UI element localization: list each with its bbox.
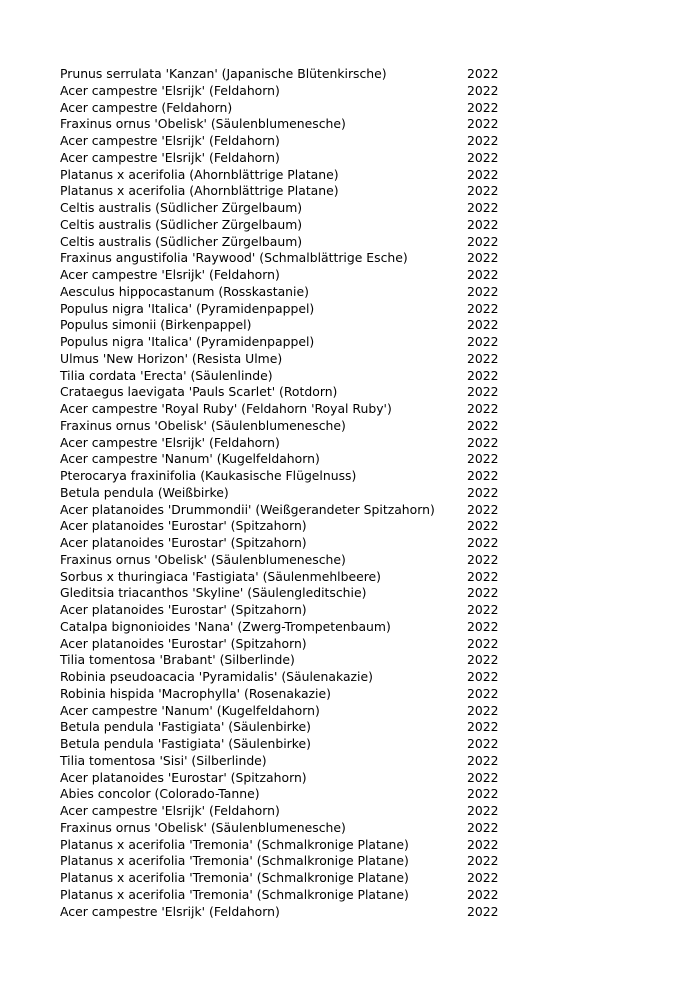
table-row (60, 585, 510, 602)
table-row (60, 435, 510, 452)
planting-year-cell: 2022 (467, 551, 499, 567)
planting-year-cell: 2022 (467, 451, 499, 467)
table-row (60, 401, 510, 418)
tree-species-cell: Acer campestre 'Elsrijk' (Feldahorn) (60, 82, 280, 98)
table-row (60, 518, 510, 535)
tree-species-cell: Gleditsia triacanthos 'Skyline' (Säulengleditschie) (60, 585, 367, 601)
planting-year-cell: 2022 (467, 635, 499, 651)
tree-species-cell: Acer platanoides 'Eurostar' (Spitzahorn) (60, 769, 307, 785)
planting-year-cell: 2022 (467, 82, 499, 98)
table-row (60, 686, 510, 703)
tree-species-cell: Platanus x acerifolia (Ahornblättrige Platane) (60, 183, 339, 199)
table-row (60, 183, 510, 200)
tree-species-cell: Acer platanoides 'Eurostar' (Spitzahorn) (60, 602, 307, 617)
table-row (60, 619, 510, 636)
table-row (60, 334, 510, 351)
planting-year-cell: 2022 (467, 401, 499, 416)
planting-year-cell: 2022 (467, 618, 499, 634)
planting-year-cell: 2022 (467, 434, 499, 450)
table-row (60, 870, 510, 887)
table-row (60, 887, 510, 904)
table-row (60, 133, 510, 150)
planting-year-cell: 2022 (467, 652, 499, 668)
table-row (60, 150, 510, 167)
tree-list-body (60, 66, 510, 920)
table-row (60, 100, 510, 117)
planting-year-cell: 2022 (467, 283, 499, 299)
tree-species-cell: Betula pendula (Weißbirke) (60, 484, 229, 500)
table-row (60, 602, 510, 619)
table-row (60, 837, 510, 854)
planting-year-cell: 2022 (467, 736, 499, 751)
planting-year-cell: 2022 (467, 903, 499, 919)
planting-year-cell: 2022 (467, 350, 499, 366)
table-row (60, 167, 510, 184)
table-row (60, 418, 510, 435)
tree-species-cell: Platanus x acerifolia 'Tremonia' (Schmalkronige Platane) (60, 886, 409, 902)
table-row (60, 468, 510, 485)
table-row (60, 669, 510, 686)
planting-year-cell: 2022 (467, 183, 499, 199)
tree-species-cell: Catalpa bignonioides 'Nana' (Zwerg-Trompetenbaum) (60, 618, 391, 634)
table-row (60, 820, 510, 837)
table-row (60, 502, 510, 519)
planting-year-cell: 2022 (467, 602, 499, 617)
tree-species-cell: Celtis australis (Südlicher Zürgelbaum) (60, 233, 303, 249)
tree-species-cell: Sorbus x thuringiaca 'Fastigiata' (Säulenmehlbeere) (60, 568, 382, 584)
table-row (60, 83, 510, 100)
planting-year-cell: 2022 (467, 535, 499, 550)
tree-species-cell: Acer platanoides 'Drummondii' (Weißgerandeter Spitzahorn) (60, 501, 435, 517)
tree-species-cell: Acer platanoides 'Eurostar' (Spitzahorn) (60, 535, 307, 550)
tree-species-cell: Acer campestre (Feldahorn) (60, 99, 233, 115)
table-row (60, 770, 510, 787)
tree-species-cell: Robinia hispida 'Macrophylla' (Rosenakazie) (60, 685, 331, 701)
planting-year-cell: 2022 (467, 149, 499, 165)
table-row (60, 384, 510, 401)
planting-year-cell: 2022 (467, 886, 499, 902)
table-row (60, 301, 510, 318)
table-row (60, 485, 510, 502)
tree-species-cell: Betula pendula 'Fastigiata' (Säulenbirke) (60, 719, 311, 735)
table-row (60, 284, 510, 301)
planting-year-cell: 2022 (467, 250, 499, 266)
tree-species-cell: Abies concolor (Colorado-Tanne) (60, 786, 260, 802)
table-row (60, 66, 510, 83)
tree-species-cell: Tilia tomentosa 'Brabant' (Silberlinde) (60, 652, 295, 668)
planting-year-cell: 2022 (467, 853, 499, 869)
tree-species-cell: Celtis australis (Südlicher Zürgelbaum) (60, 216, 303, 232)
tree-species-cell: Acer campestre 'Elsrijk' (Feldahorn) (60, 133, 280, 148)
tree-species-cell: Tilia cordata 'Erecta' (Säulenlinde) (60, 367, 273, 383)
planting-year-cell: 2022 (467, 769, 499, 785)
table-row (60, 552, 510, 569)
planting-year-cell: 2022 (467, 501, 499, 517)
planting-year-cell: 2022 (467, 417, 499, 433)
planting-year-cell: 2022 (467, 518, 499, 534)
tree-list-table (60, 66, 510, 920)
planting-year-cell: 2022 (467, 267, 499, 282)
tree-species-cell: Acer campestre 'Royal Ruby' (Feldahorn 'Royal Ruby') (60, 401, 392, 416)
table-row (60, 351, 510, 368)
tree-species-cell: Prunus serrulata 'Kanzan' (Japanische Blütenkirsche) (60, 66, 387, 81)
tree-species-cell: Acer campestre 'Elsrijk' (Feldahorn) (60, 803, 280, 818)
tree-species-cell: Fraxinus angustifolia 'Raywood' (Schmalblättrige Esche) (60, 250, 408, 266)
table-row (60, 250, 510, 267)
planting-year-cell: 2022 (467, 384, 499, 400)
table-row (60, 719, 510, 736)
planting-year-cell: 2022 (467, 685, 499, 701)
tree-species-cell: Acer campestre 'Elsrijk' (Feldahorn) (60, 149, 280, 165)
tree-species-cell: Ulmus 'New Horizon' (Resista Ulme) (60, 350, 283, 366)
planting-year-cell: 2022 (467, 585, 499, 601)
tree-species-cell: Populus simonii (Birkenpappel) (60, 317, 252, 333)
table-row (60, 736, 510, 753)
table-row (60, 317, 510, 334)
table-row (60, 116, 510, 133)
planting-year-cell: 2022 (467, 752, 499, 768)
planting-year-cell: 2022 (467, 702, 499, 718)
tree-species-cell: Aesculus hippocastanum (Rosskastanie) (60, 283, 309, 299)
planting-year-cell: 2022 (467, 786, 499, 802)
table-row (60, 535, 510, 552)
table-row (60, 853, 510, 870)
table-row (60, 803, 510, 820)
table-row (60, 652, 510, 669)
planting-year-cell: 2022 (467, 803, 499, 818)
table-row (60, 569, 510, 586)
tree-species-cell: Acer platanoides 'Eurostar' (Spitzahorn) (60, 635, 307, 651)
planting-year-cell: 2022 (467, 116, 499, 132)
planting-year-cell: 2022 (467, 468, 499, 483)
tree-species-cell: Populus nigra 'Italica' (Pyramidenpappel) (60, 300, 315, 316)
tree-species-cell: Acer campestre 'Elsrijk' (Feldahorn) (60, 267, 280, 282)
table-row (60, 267, 510, 284)
tree-species-cell: Acer campestre 'Elsrijk' (Feldahorn) (60, 903, 280, 919)
tree-species-cell: Betula pendula 'Fastigiata' (Säulenbirke) (60, 736, 311, 751)
tree-species-cell: Platanus x acerifolia 'Tremonia' (Schmalkronige Platane) (60, 836, 409, 852)
planting-year-cell: 2022 (467, 99, 499, 115)
table-row (60, 234, 510, 251)
table-row (60, 217, 510, 234)
tree-species-cell: Tilia tomentosa 'Sisi' (Silberlinde) (60, 752, 267, 768)
planting-year-cell: 2022 (467, 836, 499, 852)
planting-year-cell: 2022 (467, 216, 499, 232)
tree-species-cell: Fraxinus ornus 'Obelisk' (Säulenblumenesche) (60, 417, 346, 433)
tree-species-cell: Acer campestre 'Elsrijk' (Feldahorn) (60, 434, 280, 450)
tree-species-cell: Acer platanoides 'Eurostar' (Spitzahorn) (60, 518, 307, 534)
planting-year-cell: 2022 (467, 819, 499, 835)
planting-year-cell: 2022 (467, 367, 499, 383)
table-row (60, 451, 510, 468)
planting-year-cell: 2022 (467, 166, 499, 182)
tree-species-cell: Acer campestre 'Nanum' (Kugelfeldahorn) (60, 702, 320, 718)
table-row (60, 786, 510, 803)
planting-year-cell: 2022 (467, 200, 499, 215)
planting-year-cell: 2022 (467, 719, 499, 735)
planting-year-cell: 2022 (467, 870, 499, 885)
planting-year-cell: 2022 (467, 568, 499, 584)
table-row (60, 200, 510, 217)
planting-year-cell: 2022 (467, 66, 499, 81)
tree-species-cell: Crataegus laevigata 'Pauls Scarlet' (Rotdorn) (60, 384, 338, 400)
table-row (60, 636, 510, 653)
tree-species-cell: Robinia pseudoacacia 'Pyramidalis' (Säulenakazie) (60, 669, 373, 684)
tree-species-cell: Populus nigra 'Italica' (Pyramidenpappel) (60, 334, 315, 349)
tree-species-cell: Celtis australis (Südlicher Zürgelbaum) (60, 200, 303, 215)
table-row (60, 368, 510, 385)
tree-species-cell: Fraxinus ornus 'Obelisk' (Säulenblumenesche) (60, 551, 346, 567)
planting-year-cell: 2022 (467, 233, 499, 249)
planting-year-cell: 2022 (467, 133, 499, 148)
tree-species-cell: Fraxinus ornus 'Obelisk' (Säulenblumenesche) (60, 819, 346, 835)
tree-species-cell: Pterocarya fraxinifolia (Kaukasische Flügelnuss) (60, 468, 357, 483)
planting-year-cell: 2022 (467, 484, 499, 500)
table-row (60, 904, 510, 921)
tree-species-cell: Fraxinus ornus 'Obelisk' (Säulenblumenesche) (60, 116, 346, 132)
planting-year-cell: 2022 (467, 334, 499, 349)
tree-species-cell: Platanus x acerifolia 'Tremonia' (Schmalkronige Platane) (60, 870, 409, 885)
planting-year-cell: 2022 (467, 669, 499, 684)
tree-species-cell: Platanus x acerifolia (Ahornblättrige Platane) (60, 166, 339, 182)
table-row (60, 753, 510, 770)
tree-species-cell: Acer campestre 'Nanum' (Kugelfeldahorn) (60, 451, 320, 467)
table-row (60, 703, 510, 720)
tree-species-cell: Platanus x acerifolia 'Tremonia' (Schmalkronige Platane) (60, 853, 409, 869)
planting-year-cell: 2022 (467, 317, 499, 333)
planting-year-cell: 2022 (467, 300, 499, 316)
